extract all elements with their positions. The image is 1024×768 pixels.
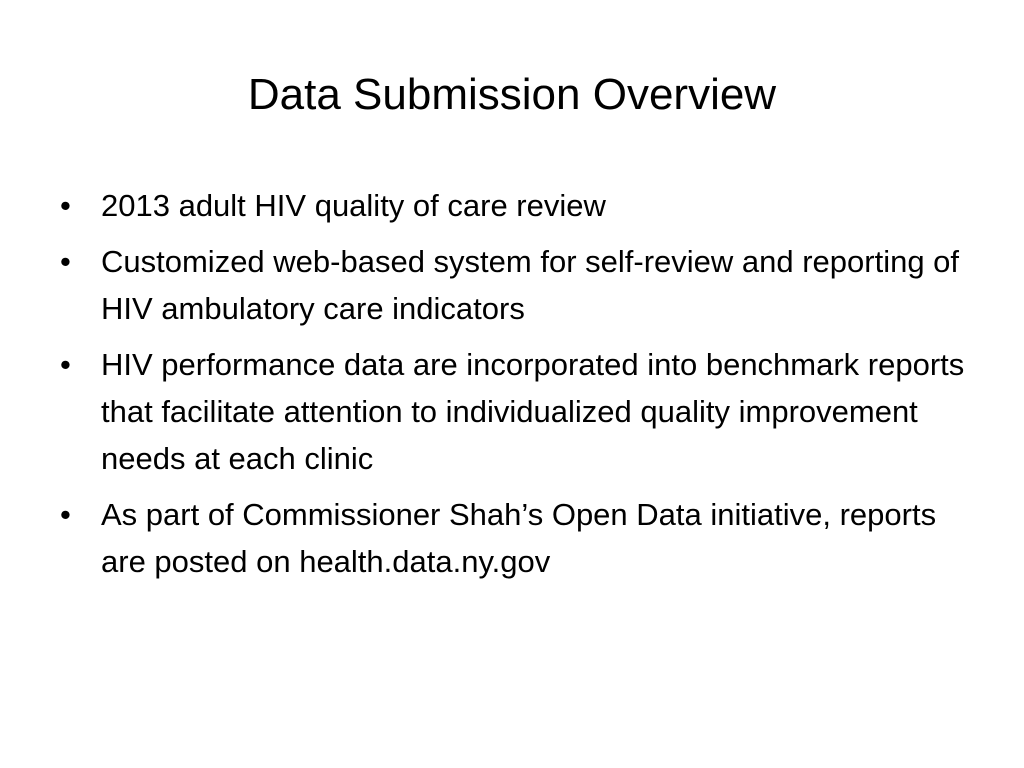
- bullet-text: 2013 adult HIV quality of care review: [101, 188, 606, 223]
- bullet-text: Customized web-based system for self-review and reporting of HIV ambulatory care indicators: [101, 244, 960, 326]
- bullet-item: [56, 491, 976, 585]
- bullet-item: [56, 182, 976, 229]
- slide-title: Data Submission Overview: [247, 70, 777, 119]
- bullet-marker: •: [60, 347, 71, 382]
- bullet-marker: •: [60, 497, 71, 532]
- bullet-text: As part of Commissioner Shah’s Open Data initiative, reports are posted on health.data.ny.gov: [101, 497, 937, 579]
- bullet-list: [56, 182, 976, 594]
- bullet-marker: •: [60, 244, 71, 279]
- bullet-marker: •: [60, 188, 71, 223]
- bullet-item: [56, 238, 976, 332]
- bullet-text: HIV performance data are incorporated into benchmark reports that facilitate attention to individualized quality improvement needs at each clinic: [101, 347, 965, 476]
- bullet-item: [56, 341, 976, 482]
